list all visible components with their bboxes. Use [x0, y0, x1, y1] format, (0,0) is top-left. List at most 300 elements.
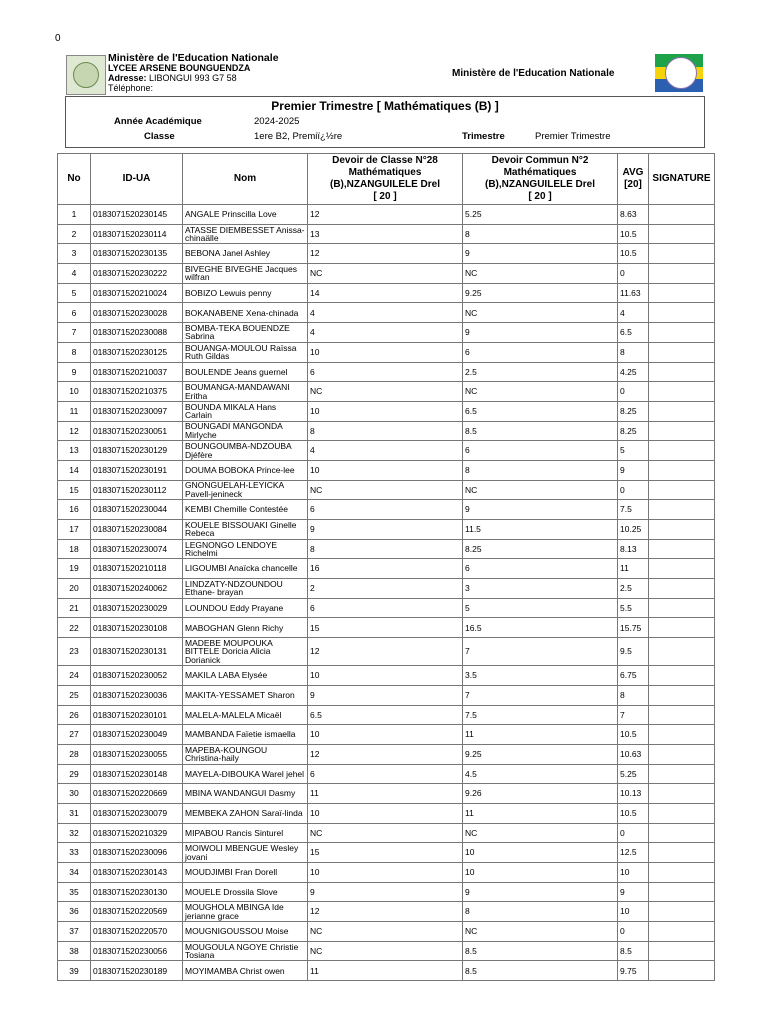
- cell-signature: [649, 744, 715, 764]
- cell-devoir-commun: 6: [463, 559, 618, 579]
- cell-signature: [649, 539, 715, 559]
- table-row: [58, 539, 715, 559]
- cell-devoir-classe: NC: [308, 480, 463, 500]
- cell-signature: [649, 500, 715, 520]
- cell-no: 8: [58, 342, 91, 362]
- report-info-box: [65, 96, 705, 148]
- cell-id: 0183071520230079: [91, 803, 183, 823]
- table-row: [58, 784, 715, 804]
- cell-name: MAPEBA-KOUNGOU Christina-haily: [183, 744, 308, 764]
- cell-no: 27: [58, 725, 91, 745]
- cell-id: 0183071520230097: [91, 401, 183, 421]
- cell-id: 0183071520220569: [91, 902, 183, 922]
- cell-devoir-commun: 10: [463, 843, 618, 863]
- cell-no: 38: [58, 941, 91, 961]
- cell-devoir-commun: 3: [463, 579, 618, 599]
- cell-devoir-commun: 2.5: [463, 362, 618, 382]
- phone-line: [108, 83, 279, 93]
- table-row: [58, 460, 715, 480]
- cell-id: 0183071520230145: [91, 205, 183, 225]
- table-row: [58, 224, 715, 244]
- cell-avg: 9: [618, 460, 649, 480]
- table-row: [58, 764, 715, 784]
- page-number: 0: [55, 33, 61, 44]
- cell-devoir-classe: 8: [308, 539, 463, 559]
- table-row: [58, 244, 715, 264]
- cell-devoir-classe: NC: [308, 264, 463, 284]
- table-row: [58, 283, 715, 303]
- cell-devoir-commun: 9.26: [463, 784, 618, 804]
- cell-no: 7: [58, 323, 91, 343]
- cell-devoir-classe: NC: [308, 382, 463, 402]
- cell-name: MALELA-MALELA Micaël: [183, 705, 308, 725]
- cell-devoir-classe: 6: [308, 362, 463, 382]
- cell-devoir-classe: 10: [308, 863, 463, 883]
- school-header: [108, 53, 279, 93]
- cell-signature: [649, 224, 715, 244]
- cell-no: 18: [58, 539, 91, 559]
- cell-name: ATASSE DIEMBESSET Anissa-chinaälle: [183, 224, 308, 244]
- cell-no: 28: [58, 744, 91, 764]
- cell-name: MAYELA-DIBOUKA Warel jehel: [183, 764, 308, 784]
- cell-avg: 10.25: [618, 520, 649, 540]
- table-row: [58, 744, 715, 764]
- cell-no: 34: [58, 863, 91, 883]
- header-name: Nom: [183, 154, 308, 205]
- cell-id: 0183071520230084: [91, 520, 183, 540]
- cell-no: 6: [58, 303, 91, 323]
- cell-avg: 0: [618, 264, 649, 284]
- cell-no: 3: [58, 244, 91, 264]
- cell-devoir-commun: 6.5: [463, 401, 618, 421]
- table-row: [58, 685, 715, 705]
- cell-id: 0183071520220570: [91, 922, 183, 942]
- table-row: [58, 362, 715, 382]
- cell-avg: 7: [618, 705, 649, 725]
- cell-signature: [649, 666, 715, 686]
- address-line: [108, 73, 279, 83]
- cell-no: 37: [58, 922, 91, 942]
- phone-label: Téléphone:: [108, 83, 154, 93]
- cell-name: MOIWOLI MBENGUE Wesley jovani: [183, 843, 308, 863]
- cell-avg: 9: [618, 882, 649, 902]
- cell-signature: [649, 764, 715, 784]
- cell-id: 0183071520230148: [91, 764, 183, 784]
- cell-devoir-classe: 12: [308, 902, 463, 922]
- class-label: Classe: [144, 131, 175, 142]
- cell-signature: [649, 303, 715, 323]
- cell-devoir-classe: NC: [308, 823, 463, 843]
- cell-signature: [649, 480, 715, 500]
- school-name: LYCEE ARSENE BOUNGUENDZA: [108, 63, 251, 73]
- cell-no: 11: [58, 401, 91, 421]
- cell-no: 15: [58, 480, 91, 500]
- cell-no: 26: [58, 705, 91, 725]
- cell-id: 0183071520230096: [91, 843, 183, 863]
- cell-avg: 11.63: [618, 283, 649, 303]
- table-row: [58, 725, 715, 745]
- cell-avg: 5.25: [618, 764, 649, 784]
- cell-devoir-commun: 7: [463, 638, 618, 666]
- table-row: [58, 598, 715, 618]
- cell-avg: 2.5: [618, 579, 649, 599]
- table-row: [58, 520, 715, 540]
- cell-signature: [649, 843, 715, 863]
- cell-no: 4: [58, 264, 91, 284]
- cell-signature: [649, 784, 715, 804]
- cell-devoir-classe: 2: [308, 579, 463, 599]
- header-avg: AVG [20]: [618, 154, 649, 205]
- table-row: [58, 579, 715, 599]
- cell-avg: 0: [618, 480, 649, 500]
- ministry-seal-icon: [665, 57, 697, 89]
- cell-devoir-commun: NC: [463, 823, 618, 843]
- cell-name: MOUGOULA NGOYE Christie Tosiana: [183, 941, 308, 961]
- cell-devoir-commun: 5: [463, 598, 618, 618]
- address-label: Adresse:: [108, 73, 147, 83]
- cell-id: 0183071520230044: [91, 500, 183, 520]
- cell-name: MABOGHAN Glenn Richy: [183, 618, 308, 638]
- cell-devoir-classe: 4: [308, 323, 463, 343]
- cell-devoir-classe: 15: [308, 843, 463, 863]
- cell-id: 0183071520230129: [91, 441, 183, 461]
- cell-avg: 10: [618, 863, 649, 883]
- cell-id: 0183071520220669: [91, 784, 183, 804]
- cell-no: 9: [58, 362, 91, 382]
- cell-signature: [649, 922, 715, 942]
- cell-id: 0183071520230055: [91, 744, 183, 764]
- cell-id: 0183071520230088: [91, 323, 183, 343]
- cell-avg: 0: [618, 823, 649, 843]
- cell-id: 0183071520230131: [91, 638, 183, 666]
- header-devoir-classe: Devoir de Classe N°28 Mathématiques (B),NZANGUILELE Drel [ 20 ]: [308, 154, 463, 205]
- cell-devoir-commun: NC: [463, 922, 618, 942]
- cell-no: 13: [58, 441, 91, 461]
- cell-no: 10: [58, 382, 91, 402]
- cell-no: 16: [58, 500, 91, 520]
- cell-id: 0183071520210375: [91, 382, 183, 402]
- table-row: [58, 922, 715, 942]
- term-value: Premier Trimestre: [535, 131, 611, 142]
- cell-name: BOUNGOUMBA-NDZOUBA Djéfère: [183, 441, 308, 461]
- cell-devoir-classe: 9: [308, 882, 463, 902]
- cell-name: MAKILA LABA Elysée: [183, 666, 308, 686]
- cell-avg: 10: [618, 902, 649, 922]
- cell-id: 0183071520230029: [91, 598, 183, 618]
- cell-no: 32: [58, 823, 91, 843]
- cell-signature: [649, 283, 715, 303]
- cell-name: LOUNDOU Eddy Prayane: [183, 598, 308, 618]
- cell-devoir-commun: NC: [463, 382, 618, 402]
- cell-name: BOULENDE Jeans guernel: [183, 362, 308, 382]
- cell-devoir-classe: 13: [308, 224, 463, 244]
- cell-devoir-commun: NC: [463, 303, 618, 323]
- cell-id: 0183071520210329: [91, 823, 183, 843]
- cell-avg: 9.5: [618, 638, 649, 666]
- cell-avg: 11: [618, 559, 649, 579]
- term-label: Trimestre: [462, 131, 505, 142]
- cell-name: BOUNDA MIKALA Hans Carlain: [183, 401, 308, 421]
- cell-devoir-classe: 10: [308, 401, 463, 421]
- table-row: [58, 666, 715, 686]
- cell-devoir-classe: 10: [308, 342, 463, 362]
- cell-no: 21: [58, 598, 91, 618]
- table-row: [58, 205, 715, 225]
- cell-id: 0183071520230049: [91, 725, 183, 745]
- cell-signature: [649, 618, 715, 638]
- header-signature: SIGNATURE: [649, 154, 715, 205]
- cell-name: MBINA WANDANGUI Dasmy: [183, 784, 308, 804]
- cell-signature: [649, 823, 715, 843]
- cell-signature: [649, 244, 715, 264]
- cell-devoir-classe: 12: [308, 638, 463, 666]
- cell-name: MOUDJIMBI Fran Dorell: [183, 863, 308, 883]
- cell-avg: 4.25: [618, 362, 649, 382]
- cell-avg: 9.75: [618, 961, 649, 981]
- cell-avg: 10.13: [618, 784, 649, 804]
- cell-signature: [649, 362, 715, 382]
- year-label: Année Académique: [114, 116, 202, 127]
- cell-signature: [649, 863, 715, 883]
- cell-avg: 6.5: [618, 323, 649, 343]
- cell-devoir-classe: NC: [308, 922, 463, 942]
- cell-devoir-classe: 15: [308, 618, 463, 638]
- cell-devoir-classe: 12: [308, 744, 463, 764]
- cell-name: MOUGNIGOUSSOU Moise: [183, 922, 308, 942]
- cell-devoir-classe: 12: [308, 244, 463, 264]
- cell-name: MAMBANDA Faïetie ismaella: [183, 725, 308, 745]
- cell-name: LINDZATY-NDZOUNDOU Ethane- brayan: [183, 579, 308, 599]
- cell-devoir-classe: 10: [308, 460, 463, 480]
- cell-devoir-commun: 8.5: [463, 941, 618, 961]
- cell-avg: 8.25: [618, 421, 649, 441]
- cell-devoir-classe: 4: [308, 441, 463, 461]
- cell-devoir-commun: 7: [463, 685, 618, 705]
- cell-no: 36: [58, 902, 91, 922]
- cell-no: 12: [58, 421, 91, 441]
- cell-devoir-commun: 9.25: [463, 744, 618, 764]
- table-row: [58, 705, 715, 725]
- cell-avg: 5: [618, 441, 649, 461]
- cell-signature: [649, 598, 715, 618]
- cell-avg: 0: [618, 382, 649, 402]
- cell-id: 0183071520230125: [91, 342, 183, 362]
- cell-signature: [649, 705, 715, 725]
- cell-no: 24: [58, 666, 91, 686]
- cell-signature: [649, 579, 715, 599]
- cell-devoir-commun: 16.5: [463, 618, 618, 638]
- cell-id: 0183071520230135: [91, 244, 183, 264]
- table-row: [58, 823, 715, 843]
- table-row: [58, 441, 715, 461]
- cell-signature: [649, 941, 715, 961]
- cell-name: ANGALE Prinscilla Love: [183, 205, 308, 225]
- cell-no: 30: [58, 784, 91, 804]
- cell-avg: 8.25: [618, 401, 649, 421]
- cell-avg: 10.5: [618, 224, 649, 244]
- cell-avg: 10.5: [618, 725, 649, 745]
- cell-devoir-classe: 6: [308, 598, 463, 618]
- table-row: [58, 342, 715, 362]
- cell-devoir-commun: 8.25: [463, 539, 618, 559]
- cell-no: 1: [58, 205, 91, 225]
- table-row: [58, 559, 715, 579]
- cell-devoir-commun: 6: [463, 342, 618, 362]
- cell-devoir-commun: 8.5: [463, 421, 618, 441]
- cell-name: GNONGUELAH-LEYICKA Pavell-jenineck: [183, 480, 308, 500]
- table-row: [58, 421, 715, 441]
- cell-devoir-commun: 9: [463, 882, 618, 902]
- cell-id: 0183071520230191: [91, 460, 183, 480]
- cell-devoir-classe: 14: [308, 283, 463, 303]
- cell-avg: 8.5: [618, 941, 649, 961]
- cell-signature: [649, 205, 715, 225]
- cell-id: 0183071520240062: [91, 579, 183, 599]
- cell-avg: 10.63: [618, 744, 649, 764]
- cell-name: BOUANGA-MOULOU Raïssa Ruth Gildas: [183, 342, 308, 362]
- cell-name: KEMBI Chemille Contestée: [183, 500, 308, 520]
- cell-avg: 8: [618, 685, 649, 705]
- cell-devoir-classe: 4: [308, 303, 463, 323]
- cell-id: 0183071520230028: [91, 303, 183, 323]
- cell-name: BOBIZO Lewuis penny: [183, 283, 308, 303]
- cell-avg: 10.5: [618, 244, 649, 264]
- cell-id: 0183071520230130: [91, 882, 183, 902]
- cell-signature: [649, 520, 715, 540]
- cell-name: MADEBE MOUPOUKA BITTELE Doricia Alicia Dorianick: [183, 638, 308, 666]
- cell-devoir-commun: 9: [463, 500, 618, 520]
- cell-name: BOUNGADI MANGONDA Mirlyche: [183, 421, 308, 441]
- cell-no: 35: [58, 882, 91, 902]
- grades-table: [57, 153, 715, 981]
- cell-no: 5: [58, 283, 91, 303]
- table-row: [58, 264, 715, 284]
- cell-id: 0183071520230101: [91, 705, 183, 725]
- cell-no: 33: [58, 843, 91, 863]
- cell-no: 19: [58, 559, 91, 579]
- cell-devoir-commun: 8: [463, 902, 618, 922]
- cell-id: 0183071520230036: [91, 685, 183, 705]
- table-row: [58, 882, 715, 902]
- cell-no: 23: [58, 638, 91, 666]
- cell-avg: 15.75: [618, 618, 649, 638]
- cell-devoir-classe: 6: [308, 764, 463, 784]
- cell-devoir-commun: 8: [463, 460, 618, 480]
- header-id: ID-UA: [91, 154, 183, 205]
- table-row: [58, 401, 715, 421]
- cell-name: BEBONA Janel Ashley: [183, 244, 308, 264]
- table-row: [58, 843, 715, 863]
- cell-name: BOKANABENE Xena-chinada: [183, 303, 308, 323]
- cell-no: 31: [58, 803, 91, 823]
- header-devoir-commun: Devoir Commun N°2 Mathématiques (B),NZANGUILELE Drel [ 20 ]: [463, 154, 618, 205]
- table-row: [58, 500, 715, 520]
- cell-name: DOUMA BOBOKA Prince-lee: [183, 460, 308, 480]
- cell-no: 22: [58, 618, 91, 638]
- table-row: [58, 323, 715, 343]
- year-value: 2024-2025: [254, 116, 300, 127]
- cell-name: MAKITA-YESSAMET Sharon: [183, 685, 308, 705]
- cell-avg: 8: [618, 342, 649, 362]
- cell-id: 0183071520230056: [91, 941, 183, 961]
- cell-name: BOUMANGA-MANDAWANI Eritha: [183, 382, 308, 402]
- report-title: Premier Trimestre [ Mathématiques (B) ]: [271, 99, 499, 113]
- table-row: [58, 382, 715, 402]
- cell-devoir-classe: NC: [308, 941, 463, 961]
- cell-id: 0183071520230114: [91, 224, 183, 244]
- cell-avg: 5.5: [618, 598, 649, 618]
- cell-avg: 6.75: [618, 666, 649, 686]
- cell-devoir-commun: 9.25: [463, 283, 618, 303]
- cell-devoir-classe: 10: [308, 666, 463, 686]
- cell-devoir-commun: 11: [463, 803, 618, 823]
- cell-name: MOUGHOLA MBINGA Ide jerianne grace: [183, 902, 308, 922]
- cell-signature: [649, 902, 715, 922]
- cell-id: 0183071520230112: [91, 480, 183, 500]
- cell-devoir-classe: 10: [308, 725, 463, 745]
- cell-signature: [649, 638, 715, 666]
- cell-signature: [649, 460, 715, 480]
- cell-avg: 8.63: [618, 205, 649, 225]
- cell-devoir-commun: 7.5: [463, 705, 618, 725]
- cell-name: KOUELE BISSOUAKI Ginelle Rebeca: [183, 520, 308, 540]
- cell-avg: 4: [618, 303, 649, 323]
- cell-signature: [649, 342, 715, 362]
- table-header-row: [58, 154, 715, 205]
- cell-no: 17: [58, 520, 91, 540]
- gabon-flag-emblem: [655, 54, 703, 92]
- cell-devoir-classe: 10: [308, 803, 463, 823]
- cell-devoir-classe: 6.5: [308, 705, 463, 725]
- cell-signature: [649, 401, 715, 421]
- cell-devoir-commun: 10: [463, 863, 618, 883]
- cell-devoir-commun: 11: [463, 725, 618, 745]
- school-logo: [66, 55, 106, 95]
- cell-name: MOUELE Drossila Slove: [183, 882, 308, 902]
- table-row: [58, 480, 715, 500]
- cell-no: 29: [58, 764, 91, 784]
- cell-devoir-classe: 6: [308, 500, 463, 520]
- cell-no: 20: [58, 579, 91, 599]
- cell-devoir-commun: 8.5: [463, 961, 618, 981]
- cell-signature: [649, 382, 715, 402]
- table-row: [58, 941, 715, 961]
- cell-signature: [649, 961, 715, 981]
- table-row: [58, 902, 715, 922]
- cell-avg: 10.5: [618, 803, 649, 823]
- cell-devoir-commun: NC: [463, 264, 618, 284]
- cell-id: 0183071520230108: [91, 618, 183, 638]
- cell-no: 25: [58, 685, 91, 705]
- cell-name: MIPABOU Rancis Sinturel: [183, 823, 308, 843]
- cell-devoir-commun: 9: [463, 244, 618, 264]
- cell-devoir-classe: 11: [308, 784, 463, 804]
- cell-id: 0183071520230052: [91, 666, 183, 686]
- cell-devoir-classe: 8: [308, 421, 463, 441]
- cell-devoir-commun: 5.25: [463, 205, 618, 225]
- cell-signature: [649, 725, 715, 745]
- cell-devoir-classe: 9: [308, 685, 463, 705]
- cell-name: LIGOUMBI Anaïcka chancelle: [183, 559, 308, 579]
- cell-no: 2: [58, 224, 91, 244]
- cell-avg: 8.13: [618, 539, 649, 559]
- cell-devoir-commun: 6: [463, 441, 618, 461]
- cell-id: 0183071520230189: [91, 961, 183, 981]
- cell-name: MEMBEKA ZAHON Saraï-linda: [183, 803, 308, 823]
- table-row: [58, 961, 715, 981]
- header-no: No: [58, 154, 91, 205]
- cell-devoir-commun: 3.5: [463, 666, 618, 686]
